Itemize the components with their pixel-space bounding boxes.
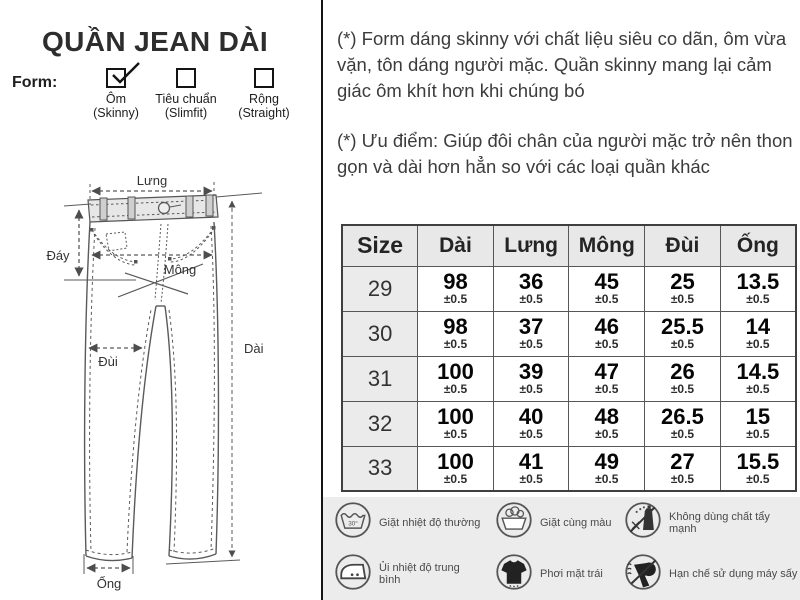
care-label: Hạn chế sử dụng máy sấy (669, 568, 798, 581)
care-item (484, 501, 613, 544)
care-label: Ủi nhiệt độ trung bình (379, 562, 460, 587)
tolerance: ±0.5 (746, 382, 770, 396)
measurement-cell (720, 266, 796, 311)
care-item (323, 501, 484, 544)
table-row (342, 401, 796, 446)
measurement-value: 98 (443, 269, 468, 294)
tolerance: ±0.5 (443, 292, 468, 306)
tolerance: ±0.5 (746, 292, 770, 306)
measurement-value: 41 (518, 448, 544, 474)
diagram-label-length: Dài (244, 341, 264, 356)
measurement-value: 14 (745, 314, 771, 339)
measurement-value: 100 (437, 404, 474, 429)
tolerance: ±0.5 (746, 427, 770, 441)
measurement-value: 25.5 (661, 314, 704, 339)
option-name: Ôm (105, 92, 127, 106)
tolerance: ±0.5 (670, 292, 695, 306)
tolerance: ±0.5 (519, 427, 543, 441)
iron-medium-icon (334, 553, 372, 596)
measurement-cell (569, 401, 645, 446)
description (337, 26, 795, 180)
measurement-value: 39 (518, 359, 544, 384)
table-row (342, 446, 796, 491)
measurement-value: 15 (745, 404, 771, 429)
measurement-value: 100 (437, 359, 474, 384)
care-item (613, 501, 800, 544)
diagram-label-waist: Lưng (136, 173, 168, 188)
form-label: Form: (12, 74, 58, 91)
care-label: Giặt cùng màu (540, 516, 612, 529)
form-option-2 (146, 68, 226, 120)
measurement-cell (569, 266, 645, 311)
measurement-cell (418, 356, 494, 401)
measurement-cell (493, 266, 569, 311)
tolerance: ±0.5 (670, 427, 695, 441)
size-cell: 33 (342, 446, 418, 491)
size-table (341, 224, 797, 492)
option-name: Tiêu chuẩn (155, 92, 217, 106)
measurement-value: 26 (670, 359, 695, 384)
care-item (484, 553, 613, 596)
measurement-cell (645, 266, 721, 311)
tolerance: ±0.5 (519, 292, 543, 306)
tolerance: ±0.5 (595, 471, 619, 486)
tolerance: ±0.5 (519, 337, 543, 351)
diagram-label-thigh: Đùi (98, 354, 118, 369)
measurement-cell (569, 446, 645, 491)
column-header-lưng: Lưng (493, 225, 569, 266)
option-subname: (Slimfit) (164, 106, 208, 120)
description-paragraph-2: (*) Ưu điểm: Giúp đôi chân của người mặc trở nên thon gọn và dài hơn hẳn so với các loại quần khác (337, 130, 793, 177)
tolerance: ±0.5 (443, 337, 468, 351)
page-title: QUẦN JEAN DÀI (41, 26, 269, 57)
measurement-value: 46 (594, 314, 620, 339)
description-paragraph-1: (*) Form dáng skinny với chất liệu siêu co dãn, ôm vừa vặn, tôn dáng người mặc. Quần skinny mang lại cảm giác ôm khít hơn khi chúng bó (337, 28, 787, 101)
wash-30-icon (334, 501, 372, 544)
form-option-3 (224, 68, 304, 120)
left-panel (0, 0, 322, 600)
measurement-cell (493, 401, 569, 446)
measurement-value: 45 (594, 269, 620, 294)
tolerance: ±0.5 (670, 471, 695, 486)
care-item (323, 553, 484, 596)
tolerance: ±0.5 (519, 471, 543, 486)
measurement-cell (418, 311, 494, 356)
svg-text:30°: 30° (348, 520, 358, 528)
size-cell: 31 (342, 356, 418, 401)
measurement-value: 26.5 (661, 404, 704, 429)
column-header-size: Size (342, 225, 418, 266)
care-label: Phơi mặt trái (540, 568, 603, 581)
option-subname: (Straight) (238, 106, 290, 120)
measurement-value: 40 (518, 404, 544, 429)
measurement-cell (645, 446, 721, 491)
measurement-value: 36 (518, 269, 544, 294)
measurement-cell (418, 266, 494, 311)
diagram-label-hip: Mông (163, 262, 197, 277)
column-header-đùi: Đùi (645, 225, 721, 266)
diagram-label-hem: Ống (96, 576, 122, 591)
measurement-value: 15.5 (736, 448, 780, 474)
care-label: Không dùng chất tẩy mạnh (669, 510, 770, 535)
tolerance: ±0.5 (670, 337, 695, 351)
measurement-value: 37 (518, 314, 544, 339)
dry-inside-out-icon (495, 553, 533, 596)
measurement-cell (418, 446, 494, 491)
tolerance: ±0.5 (443, 382, 468, 396)
care-label: Giặt nhiệt độ thường (379, 516, 481, 529)
care-item (613, 553, 800, 596)
measurement-value: 27 (670, 448, 695, 474)
measurement-cell (569, 311, 645, 356)
tolerance: ±0.5 (595, 382, 619, 396)
care-instructions (323, 497, 800, 600)
column-header-dài: Dài (418, 225, 494, 266)
measurement-cell (720, 311, 796, 356)
checkmark-icon (110, 61, 142, 89)
table-row (342, 356, 796, 401)
tolerance: ±0.5 (443, 471, 468, 486)
limit-tumble-dry-icon (624, 553, 662, 596)
table-row (342, 311, 796, 356)
tolerance: ±0.5 (746, 471, 770, 486)
measurement-cell (418, 401, 494, 446)
tolerance: ±0.5 (746, 337, 770, 351)
measurement-cell (645, 356, 721, 401)
measurement-cell (493, 446, 569, 491)
tolerance: ±0.5 (519, 382, 543, 396)
measurement-cell (645, 311, 721, 356)
measurement-cell (569, 356, 645, 401)
tolerance: ±0.5 (595, 427, 619, 441)
measurement-cell (493, 311, 569, 356)
no-bleach-icon (624, 501, 662, 544)
measurement-value: 13.5 (736, 269, 780, 294)
tolerance: ±0.5 (595, 337, 619, 351)
option-name: Rộng (249, 92, 279, 106)
tolerance: ±0.5 (443, 427, 468, 441)
measurement-cell (720, 401, 796, 446)
measurement-value: 98 (443, 314, 468, 339)
tolerance: ±0.5 (595, 292, 619, 306)
measurement-value: 14.5 (736, 359, 780, 384)
size-cell: 29 (342, 266, 418, 311)
column-header-mông: Mông (569, 225, 645, 266)
measurement-cell (493, 356, 569, 401)
form-checkbox[interactable] (254, 68, 274, 88)
measurement-cell (720, 356, 796, 401)
column-header-ống: Ống (720, 225, 796, 266)
wash-same-color-icon (495, 501, 533, 544)
table-row (342, 266, 796, 311)
measurement-value: 25 (670, 269, 695, 294)
measurement-cell (720, 446, 796, 491)
size-table-header (342, 225, 796, 266)
diagram-label-rise: Đáy (46, 248, 70, 263)
form-option-1 (76, 68, 156, 120)
size-cell: 30 (342, 311, 418, 356)
measurement-value: 49 (594, 448, 620, 474)
option-subname: (Skinny) (93, 106, 139, 120)
form-checkbox[interactable] (106, 68, 126, 88)
measurement-value: 47 (594, 359, 620, 384)
measurement-value: 48 (594, 404, 620, 429)
form-checkbox[interactable] (176, 68, 196, 88)
jeans-measurement-diagram (28, 160, 320, 598)
tolerance: ±0.5 (670, 382, 695, 396)
measurement-value: 100 (437, 448, 474, 474)
measurement-cell (645, 401, 721, 446)
size-cell: 32 (342, 401, 418, 446)
